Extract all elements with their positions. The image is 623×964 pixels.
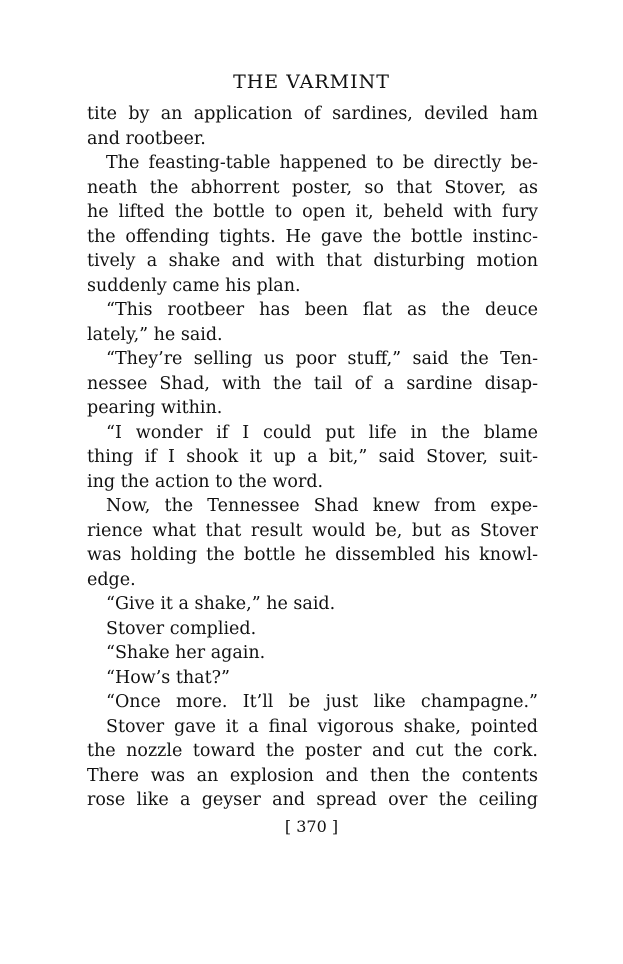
text-line: ing the action to the word. bbox=[87, 471, 324, 492]
text-line: the offending tights. He gave the bottle instinc- bbox=[87, 226, 538, 247]
text-line: Stover complied. bbox=[106, 618, 257, 639]
text-line: “Give it a shake,” he said. bbox=[106, 594, 336, 614]
text-line: “Once more. It’ll be just like champagne.” bbox=[106, 692, 538, 712]
page-number: [ 370 ] bbox=[284, 817, 339, 836]
text-line: pearing within. bbox=[87, 398, 223, 418]
text-line: tite by an application of sardines, deviled ham bbox=[87, 104, 538, 124]
text-line: he lifted the bottle to open it, beheld with fury bbox=[87, 202, 538, 222]
text-line: “They’re selling us poor stuff,” said the Ten- bbox=[106, 349, 538, 369]
text-line: rience what that result would be, but as Stover bbox=[87, 520, 538, 541]
text-line: and rootbeer. bbox=[87, 128, 206, 149]
text-line: lately,” he said. bbox=[87, 324, 223, 345]
text-line: “I wonder if I could put life in the blame bbox=[106, 422, 538, 443]
text-line: Now, the Tennessee Shad knew from expe- bbox=[106, 496, 538, 516]
text-line: The feasting-table happened to be directly be- bbox=[106, 153, 538, 173]
text-line: “Shake her again. bbox=[106, 643, 266, 663]
text-line: edge. bbox=[87, 569, 136, 590]
text-line: the nozzle toward the poster and cut the cork. bbox=[87, 741, 538, 761]
text-line: “This rootbeer has been flat as the deuce bbox=[106, 300, 538, 320]
body-text bbox=[87, 102, 538, 813]
text-line: nessee Shad, with the tail of a sardine disap- bbox=[87, 373, 538, 394]
text-line: rose like a geyser and spread over the ceiling bbox=[87, 790, 538, 810]
text-line: thing if I shook it up a bit,” said Stover, suit- bbox=[87, 447, 538, 467]
text-line: was holding the bottle he dissembled his knowl- bbox=[87, 545, 538, 565]
text-line: suddenly came his plan. bbox=[87, 275, 301, 296]
text-line: There was an explosion and then the contents bbox=[87, 765, 538, 786]
text-line: Stover gave it a final vigorous shake, pointed bbox=[106, 716, 538, 737]
text-line: tively a shake and with that disturbing motion bbox=[87, 251, 538, 271]
text-line: neath the abhorrent poster, so that Stover, as bbox=[87, 177, 538, 198]
text-line: “How’s that?” bbox=[106, 667, 230, 688]
running-head: THE VARMINT bbox=[233, 71, 390, 93]
